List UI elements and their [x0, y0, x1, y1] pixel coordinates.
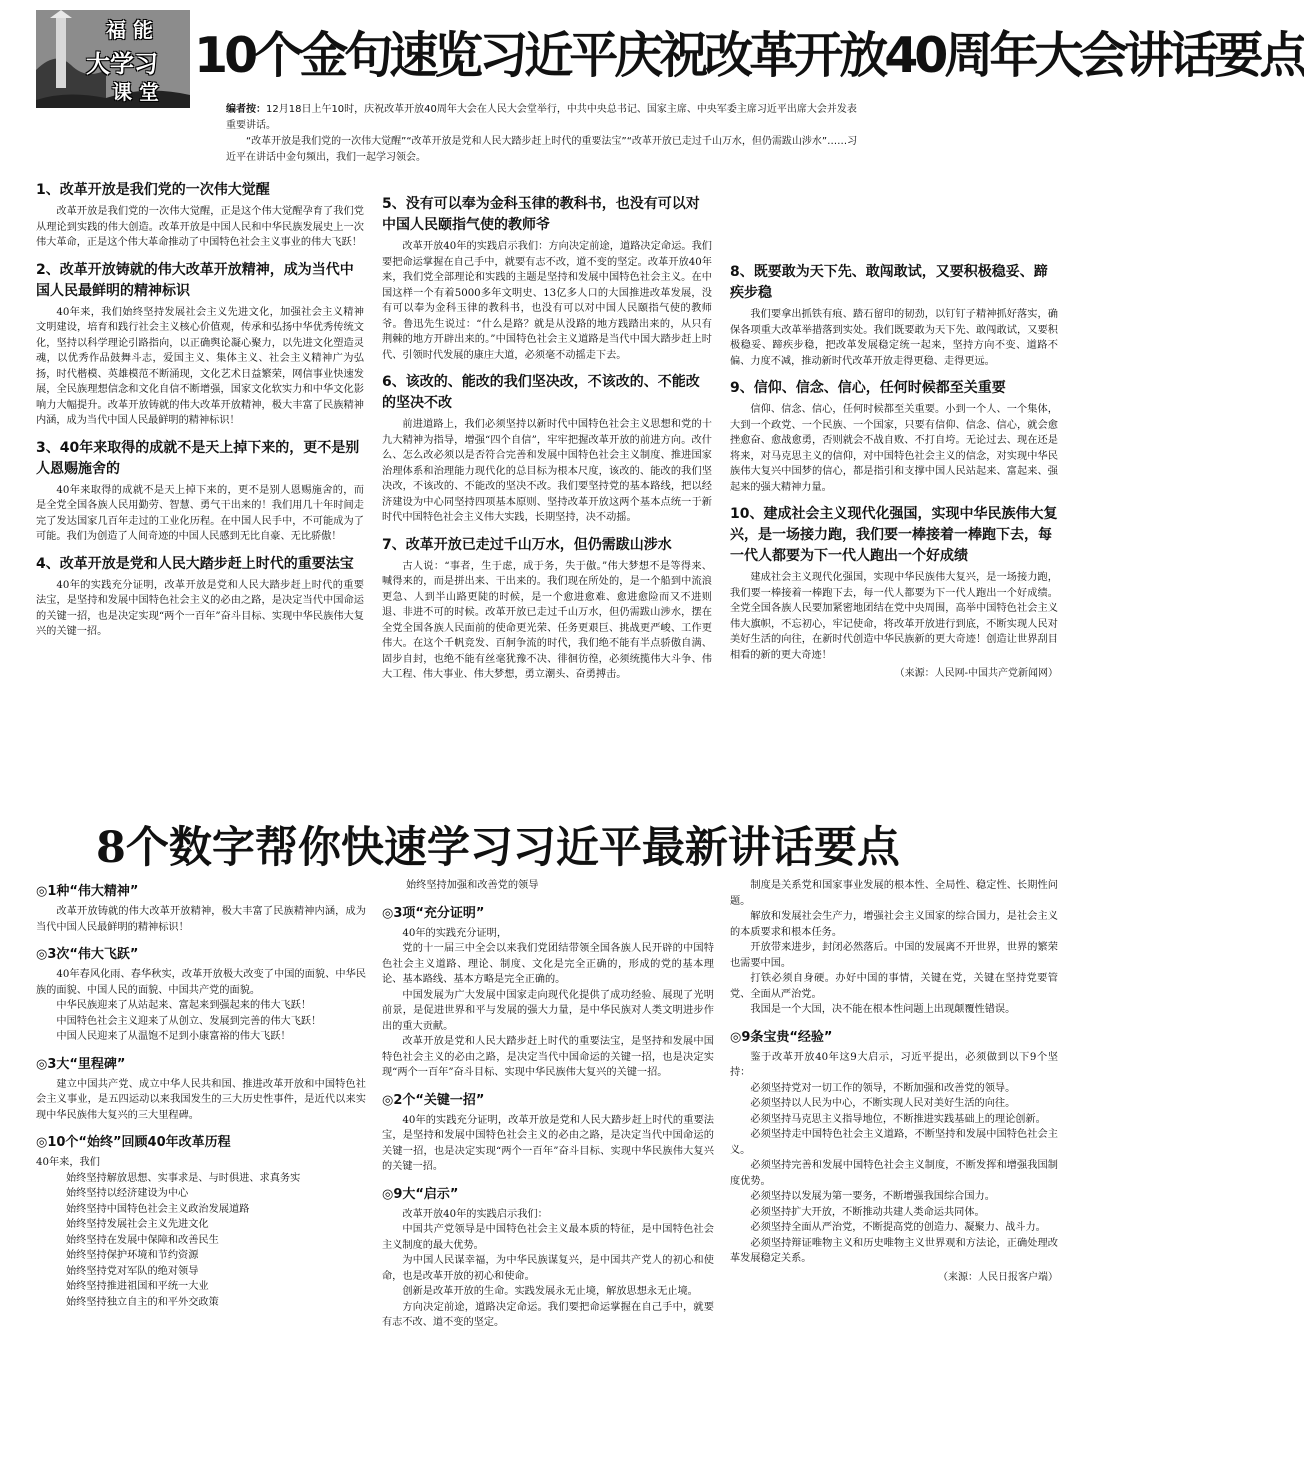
section-body: 40年来，我们始终坚持发展社会主义先进文化，加强社会主义精神文明建设，培育和践行社会主义核心价值观，传承和弘扬中华优秀传统文化，坚持以科学理论引路指向，以正确舆论凝心聚力，以先进文化塑造灵魂，以优秀作品鼓舞斗志，爱国主义、集体主义、社会主义精神广为弘扬，时代楷模、英雄模范不断涌现，文化艺术日益繁荣，网信事业快速发展，全民族理想信念和文化自信不断增强，国家文化软实力和中华文化影响力大幅提升。改革开放铸就的伟大改革开放精神，极大丰富了民族精神内涵，成为当代中国人民最鲜明的精神标识！ [36, 306, 364, 426]
logo-text-line2: 大学习 [86, 50, 158, 78]
section-body: 中国发展为广大发展中国家走向现代化提供了成功经验、展现了光明前景，是促进世界和平与发展的强大力量，是中华民族对人类文明进步作出的重大贡献。 [382, 989, 714, 1032]
article2-headline: 8个数字帮你快速学习习近平最新讲话要点 [96, 823, 900, 873]
list-item: 始终坚持解放思想、实事求是、与时俱进、求真务实 [66, 1172, 301, 1184]
section-body: 改革开放是党和人民大踏步赶上时代的重要法宝，是坚持和发展中国特色社会主义的必由之路，是决定当代中国命运的关键一招，也是决定实现“两个一百年”奋斗目标、实现中华民族伟大复兴的关键一招。 [382, 1036, 714, 1078]
logo-text-line3: 课 堂 [112, 80, 159, 104]
section-title: 8、既要敢为天下先、敢闯敢试，又要积极稳妥、蹄疾步稳 [730, 264, 1048, 301]
section-body: 必须坚持走中国特色社会主义道路，不断坚持和发展中国特色社会主义。 [730, 1129, 1058, 1156]
list-item: 始终坚持保护环境和节约资源 [66, 1250, 199, 1261]
section-body: 40年来取得的成就不是天上掉下来的，更不是别人恩赐施舍的，而是全党全国各族人民用勤劳、智慧、勇气干出来的！我们用几十年时间走完了发达国家几百年走过的工业化历程。在中国人民手中，不可能成为了可能。我们为创造了人间奇迹的中国人民感到无比自豪、无比骄傲！ [36, 484, 364, 542]
editor-note-text: 12月18日上午10时，庆祝改革开放40周年大会在人民大会堂举行，中共中央总书记、国家主席、中央军委主席习近平出席大会并发表重要讲话。 [226, 104, 857, 131]
section-body: 前进道路上，我们必须坚持以新时代中国特色社会主义思想和党的十九大精神为指导，增强“四个自信”，牢牢把握改革开放的前进方向。改什么、怎么改必须以是否符合完善和发展中国特色社会主义制度、推进国家治理体系和治理能力现代化的总目标为根本尺度，该改的、能改的我们坚决改，不该改的、不能改的坚决不改。我们要坚持党的基本路线，把以经济建设为中心同坚持四项基本原则、坚持改革开放这两个基本点统一于新时代中国特色社会主义伟大实践，长期坚持，决不动摇。 [382, 419, 712, 523]
section-body: 改革开放是我们党的一次伟大觉醒，正是这个伟大觉醒孕育了我们党从理论到实践的伟大创造。改革开放是中国人民和中华民族发展史上一次伟大革命，正是这个伟大革命推动了中国特色社会主义事业的伟大飞跃！ [36, 206, 364, 248]
editor-note-label: 编者按： [226, 104, 266, 115]
section-body: 必须坚持全面从严治党，不断提高党的创造力、凝聚力、战斗力。 [750, 1222, 1046, 1233]
section-body: 中华民族迎来了从站起来、富起来到强起来的伟大飞跃！ [56, 1000, 312, 1011]
section-title: ◎3次“伟大飞跃” [36, 947, 139, 962]
section-body: 必须坚持党对一切工作的领导，不断加强和改善党的领导。 [750, 1082, 1016, 1094]
section-body: 中国特色社会主义迎来了从创立、发展到完善的伟大飞跃！ [56, 1015, 322, 1027]
article1-column-3 [730, 262, 1058, 804]
section-body: 必须坚持以人民为中心，不断实现人民对美好生活的向往。 [750, 1098, 1016, 1109]
section-body: 必须坚持以发展为第一要务，不断增强我国综合国力。 [750, 1191, 995, 1202]
section-body: 古人说：“事者，生于虑，成于务，失于傲。”伟大梦想不是等得来、喊得来的，而是拼出来、干出来的。我们现在所处的，是一个船到中流浪更急、人到半山路更陡的时候，是一个愈进愈难、愈进愈险而又不进则退、非进不可的时候。改革开放已走过千山万水，但仍需跋山涉水，摆在全党全国各族人民面前的使命更光荣、任务更艰巨、挑战更严峻、工作更伟大。在这个千帆竞发、百舸争流的时代，我们绝不能有半点骄傲自满、固步自封，也绝不能有丝毫犹豫不决、徘徊彷徨，必须统揽伟大斗争、伟大工程、伟大事业、伟大梦想，勇立潮头、奋勇搏击。 [382, 560, 712, 680]
shizhong-list-continued [382, 878, 714, 894]
section-body: 中国人民迎来了从温饱不足到小康富裕的伟大飞跃！ [56, 1031, 291, 1042]
section-body: 中国共产党领导是中国特色社会主义最本质的特征，是中国特色社会主义制度的最大优势。 [382, 1224, 714, 1251]
section-body: 制度是关系党和国家事业发展的根本性、全局性、稳定性、长期性问题。 [730, 880, 1058, 907]
section-body: 我国是一个大国，决不能在根本性问题上出现颠覆性错误。 [750, 1004, 1016, 1015]
section-body: 解放和发展社会生产力，增强社会主义国家的综合国力，是社会主义的本质要求和根本任务。 [730, 911, 1058, 938]
article2-column-1 [36, 882, 366, 1454]
section-body: 必须坚持完善和发展中国特色社会主义制度，不断发挥和增强我国制度优势。 [730, 1160, 1058, 1187]
section-body: 建立中国共产党、成立中华人民共和国、推进改革开放和中国特色社会主义事业，是五四运动以来我国发生的三大历史性事件，是近代以来实现中华民族伟大复兴的三大里程碑。 [36, 1078, 366, 1121]
section-body: 40年的实践充分证明， [402, 927, 508, 939]
list-item: 始终坚持独立自主的和平外交政策 [66, 1296, 219, 1308]
section-lead: 40年来，我们 [36, 1157, 100, 1168]
section-title: 3、40年来取得的成就不是天上掉下来的，更不是别人恩赐施舍的 [36, 439, 360, 477]
section-title: ◎10个“始终”回顾40年改革历程 [36, 1135, 231, 1150]
section-title: ◎1种“伟大精神” [36, 884, 139, 899]
logo-text-line1: 福 能 [106, 18, 153, 42]
section-title: 7、改革开放已走过千山万水，但仍需跋山涉水 [382, 536, 672, 553]
section-title: ◎2个“关键一招” [382, 1092, 485, 1108]
section-title: 1、改革开放是我们党的一次伟大觉醒 [36, 182, 270, 198]
list-item: 始终坚持中国特色社会主义政治发展道路 [66, 1203, 250, 1215]
section-body: 开放带来进步，封闭必然落后。中国的发展离不开世界，世界的繁荣也需要中国。 [730, 942, 1058, 969]
section-title: ◎3项“充分证明” [382, 905, 485, 921]
section-body: 改革开放铸就的伟大改革开放精神，极大丰富了民族精神内涵，成为当代中国人民最鲜明的精神标识！ [36, 906, 366, 933]
section-body: 鉴于改革开放40年这9大启示，习近平提出，必须做到以下9个坚持： [730, 1051, 1058, 1078]
section-body: 改革开放40年的实践启示我们：方向决定前途，道路决定命运。我们要把命运掌握在自己手中，就要有志不改，道不变的坚定。改革开放40年来，我们党全部理论和实践的主题是坚持和发展中国特色社会主义。在中国这样一个有着5000多年文明史、13亿多人口的大国推进改革发展，没有可以奉为金科玉律的教科书，也没有可以对中国人民颐指气使的教师爷。鲁迅先生说过：“什么是路？就是从没路的地方践踏出来的，从只有荆棘的地方开辟出来的。”中国特色社会主义道路是当代中国大踏步赶上时代、引领时代发展的康庄大道，必须毫不动摇走下去。 [382, 241, 712, 361]
section-title: 9、信仰、信念、信心，任何时候都至关重要 [730, 380, 1006, 396]
article1-source: （来源：人民网-中国共产党新闻网） [894, 668, 1058, 679]
editor-note-para2: “改革开放是我们党的一次伟大觉醒”“改革开放是党和人民大踏步赶上时代的重要法宝”“改革开放已走过千山万水，但仍需跋山涉水”……习近平在讲话中金句频出，我们一起学习领会。 [226, 136, 858, 163]
section-body: 建成社会主义现代化强国，实现中华民族伟大复兴，是一场接力跑，我们要一棒接着一棒跑下去，每一代人都要为下一代人跑出一个好成绩。全党全国各族人民要加紧密地团结在党中央周围，高举中国特色社会主义伟大旗帜，不忘初心，牢记使命，将改革开放进行到底，不断实现人民对美好生活的向往，在新时代创造中华民族新的更大奇迹！创造让世界刮目相看的新的更大奇迹！ [730, 572, 1058, 661]
article2-column-2 [382, 878, 714, 1454]
list-item: 始终坚持推进祖国和平统一大业 [66, 1281, 209, 1292]
article1-headline: 10个金句速览习近平庆祝改革开放40周年大会讲话要点 [194, 27, 1304, 84]
section-title: 10、建成社会主义现代化强国，实现中华民族伟大复兴，是一场接力跑，我们要一棒接着一棒跑下去，每一代人都要为下一代人跑出一个好成绩 [730, 506, 1058, 564]
article1-column-1 [36, 180, 364, 805]
section-body: 方向决定前途，道路决定命运。我们要把命运掌握在自己手中，就要有志不改、道不变的坚定。 [382, 1301, 714, 1328]
section-title: ◎3大“里程碑” [36, 1056, 126, 1072]
section-body: 我们要拿出抓铁有痕、踏石留印的韧劲，以钉钉子精神抓好落实，确保各项重大改革举措落到实处。我们既要敢为天下先、敢闯敢试，又要积极稳妥、蹄疾步稳，把改革发展稳定统一起来，坚持方向不变、道路不偏、力度不减，推动新时代改革开放走得更稳、走得更远。 [730, 309, 1058, 367]
list-item: 始终坚持发展社会主义先进文化 [66, 1219, 209, 1230]
section-body: 40年的实践充分证明，改革开放是党和人民大踏步赶上时代的重要法宝，是坚持和发展中国特色社会主义的必由之路，是决定当代中国命运的关键一招，也是决定实现“两个一百年”奋斗目标、实现中华民族伟大复兴的关键一招。 [36, 579, 364, 637]
list-item: 始终坚持加强和改善党的领导 [406, 880, 539, 891]
section-title: ◎9大“启示” [382, 1186, 459, 1202]
section-body: 信仰、信念、信心，任何时候都至关重要。小到一个人、一个集体，大到一个政党、一个民族、一个国家，只要有信仰、信念、信心，就会愈挫愈奋、愈战愈勇，否则就会不战自败、不打自垮。无论过去、现在还是将来，对马克思主义的信仰，对中国特色社会主义的信念，对实现中华民族伟大复兴中国梦的信心，都是指引和支撑中国人民站起来、富起来、强起来的强大精神力量。 [730, 404, 1058, 493]
section-body: 打铁必须自身硬。办好中国的事情，关键在党，关键在坚持党要管党、全面从严治党。 [730, 973, 1058, 1000]
list-item: 始终坚持以经济建设为中心 [66, 1188, 189, 1199]
list-item: 始终坚持党对军队的绝对领导 [66, 1265, 199, 1277]
section-title: 2、改革开放铸就的伟大改革开放精神，成为当代中国人民最鲜明的精神标识 [36, 261, 354, 299]
section-body: 40年的实践充分证明，改革开放是党和人民大踏步赶上时代的重要法宝，是坚持和发展中国特色社会主义的必由之路，是决定当代中国命运的关键一招，也是决定实现“两个一百年”奋斗目标、实现中华民族伟大复兴的关键一招。 [382, 1114, 714, 1172]
section-title: 4、改革开放是党和人民大踏步赶上时代的重要法宝 [36, 555, 354, 572]
editor-note-para1 [226, 102, 866, 134]
section-body: 党的十一届三中全会以来我们党团结带领全国各族人民开辟的中国特色社会主义道路、理论、制度、文化是完全正确的，形成的党的基本理论、基本路线、基本方略是完全正确的。 [382, 943, 714, 985]
section-body: 必须坚持辩证唯物主义和历史唯物主义世界观和方法论，正确处理改革发展稳定关系。 [730, 1237, 1058, 1264]
section-title: 5、没有可以奉为金科玉律的教科书，也没有可以对中国人民颐指气使的教师爷 [382, 196, 700, 233]
section-title: 6、该改的、能改的我们坚决改，不该改的、不能改的坚决不改 [382, 374, 700, 411]
editor-note [226, 102, 866, 166]
article2-source: （来源：人民日报客户端） [938, 1271, 1058, 1283]
section-title: ◎9条宝贵“经验” [730, 1029, 833, 1045]
list-item: 始终坚持在发展中保障和改善民生 [66, 1234, 219, 1246]
section-body: 改革开放40年的实践启示我们： [402, 1208, 548, 1220]
section-body: 创新是改革开放的生命。实践发展永无止境，解放思想永无止境。 [402, 1286, 698, 1297]
section-body: 必须坚持扩大开放，不断推动共建人类命运共同体。 [750, 1206, 985, 1218]
section-body: 40年春风化雨、春华秋实，改革开放极大改变了中国的面貌、中华民族的面貌、中国人民的面貌、中国共产党的面貌。 [36, 969, 366, 996]
section-body: 必须坚持马克思主义指导地位，不断推进实践基础上的理论创新。 [750, 1113, 1046, 1125]
study-class-logo [36, 10, 190, 108]
article2-column-3 [730, 878, 1058, 1454]
shizhong-list [36, 1171, 366, 1311]
section-body: 为中国人民谋幸福，为中华民族谋复兴，是中国共产党人的初心和使命，也是改革开放的初心和使命。 [382, 1255, 714, 1282]
article1-column-2 [382, 194, 712, 804]
